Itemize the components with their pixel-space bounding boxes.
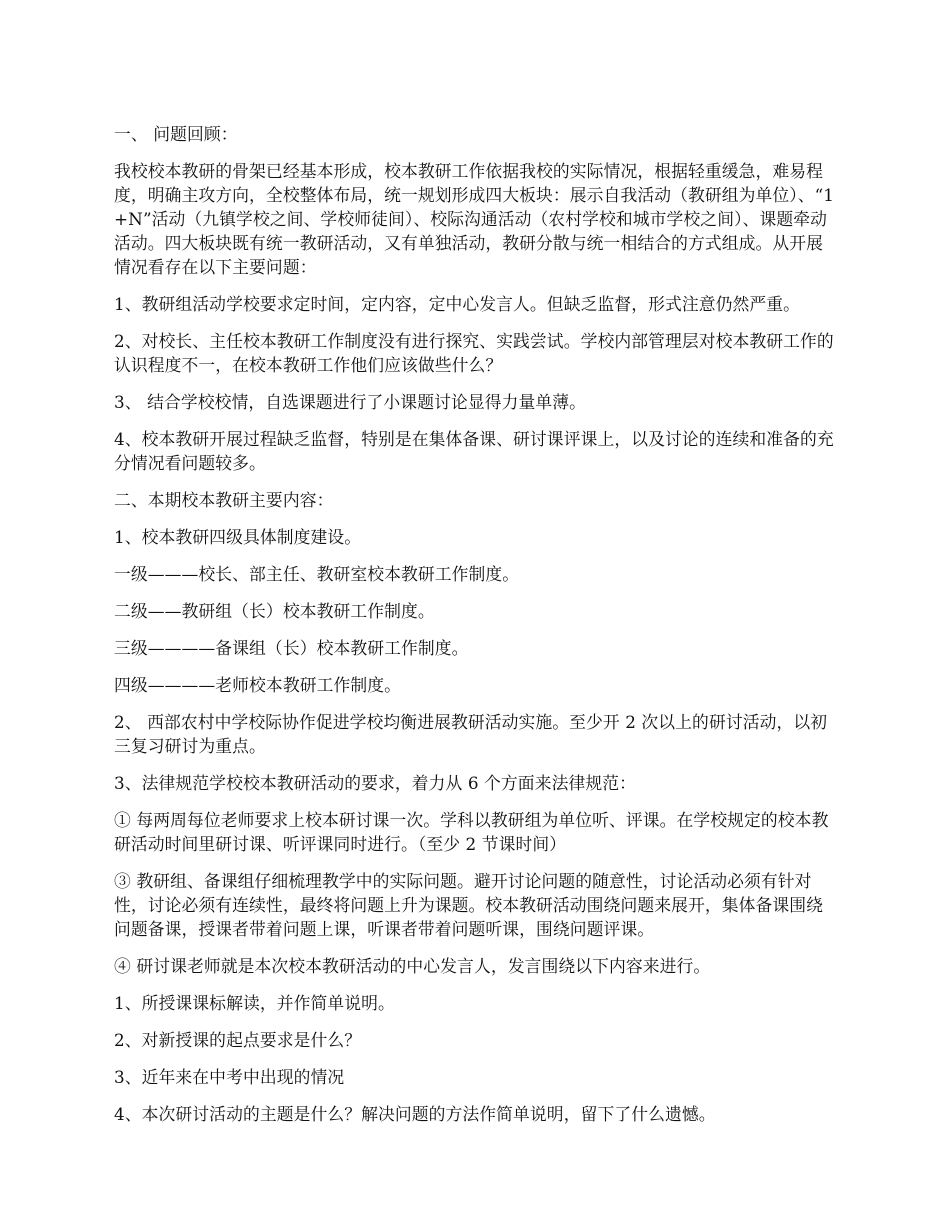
problem-item-4: 4、校本教研开展过程缺乏监督，特别是在集体备课、研讨课评课上，以及讨论的连续和准备的充分情况看问题较多。	[114, 429, 834, 473]
level-4-line: 四级————老师校本教研工作制度。	[114, 675, 401, 695]
rule-item-4: ④ 研讨课老师就是本次校本教研活动的中心发言人，发言围绕以下内容来进行。	[114, 956, 711, 976]
content-item-1: 1、校本教研四级具体制度建设。	[114, 527, 362, 547]
level-1-line: 一级———校长、部主任、教研室校本教研工作制度。	[114, 564, 520, 584]
problem-item-1: 1、教研组活动学校要求定时间，定内容，定中心发言人。但缺乏监督，形式注意仍然严重。	[114, 294, 801, 314]
rule-item-3: ③ 教研组、备课组仔细梳理教学中的实际问题。避开讨论问题的随意性，讨论活动必须有针对性，讨论必须有连续性，最终将问题上升为课题。校本教研活动围绕问题来展开，集体备课围绕问题备课，授课者带着问题上课，听课者带着问题听课，围绕问题评课。	[114, 871, 824, 939]
speech-point-4: 4、本次研讨活动的主题是什么？解决问题的方法作简单说明，留下了什么遗憾。	[114, 1104, 716, 1124]
level-3-line: 三级————备课组（长）校本教研工作制度。	[114, 638, 469, 658]
problem-item-3: 3、 结合学校校情，自选课题进行了小课题讨论显得力量单薄。	[114, 392, 587, 412]
problem-item-2: 2、对校长、主任校本教研工作制度没有进行探究、实践尝试。学校内部管理层对校本教研工作的认识程度不一，在校本教研工作他们应该做些什么？	[114, 331, 834, 375]
speech-point-1: 1、所授课课标解读，并作简单说明。	[114, 993, 395, 1013]
speech-point-2: 2、对新授课的起点要求是什么？	[114, 1030, 362, 1050]
intro-paragraph: 我校校本教研的骨架已经基本形成，校本教研工作依据我校的实际情况，根据轻重缓急，难易程度，明确主攻方向，全校整体布局，统一规划形成四大板块：展示自我活动（教研组为单位）、“1+N”活动（九镇学校之间、学校师徒间）、校际沟通活动（农村学校和城市学校之间）、课题牵动活动。四大板块既有统一教研活动，又有单独活动，教研分散与统一相结合的方式组成。从开展情况看存在以下主要问题：	[114, 161, 835, 277]
level-2-line: 二级——教研组（长）校本教研工作制度。	[114, 601, 435, 621]
section-heading-content: 二、本期校本教研主要内容：	[114, 490, 334, 510]
content-item-3: 3、法律规范学校校本教研活动的要求，着力从 6 个方面来法律规范：	[114, 773, 636, 793]
speech-point-3: 3、近年来在中考中出现的情况	[114, 1067, 345, 1087]
section-heading-review: 一、 问题回顾：	[114, 124, 238, 144]
content-item-2: 2、 西部农村中学校际协作促进学校均衡进展教研活动实施。至少开 2 次以上的研讨活动，以初三复习研讨为重点。	[114, 712, 828, 756]
rule-item-1: ① 每两周每位老师要求上校本研讨课一次。学科以教研组为单位听、评课。在学校规定的校本教研活动时间里研讨课、听评课同时进行。（至少 2 节课时间）	[114, 810, 829, 854]
document-page	[114, 122, 836, 1139]
